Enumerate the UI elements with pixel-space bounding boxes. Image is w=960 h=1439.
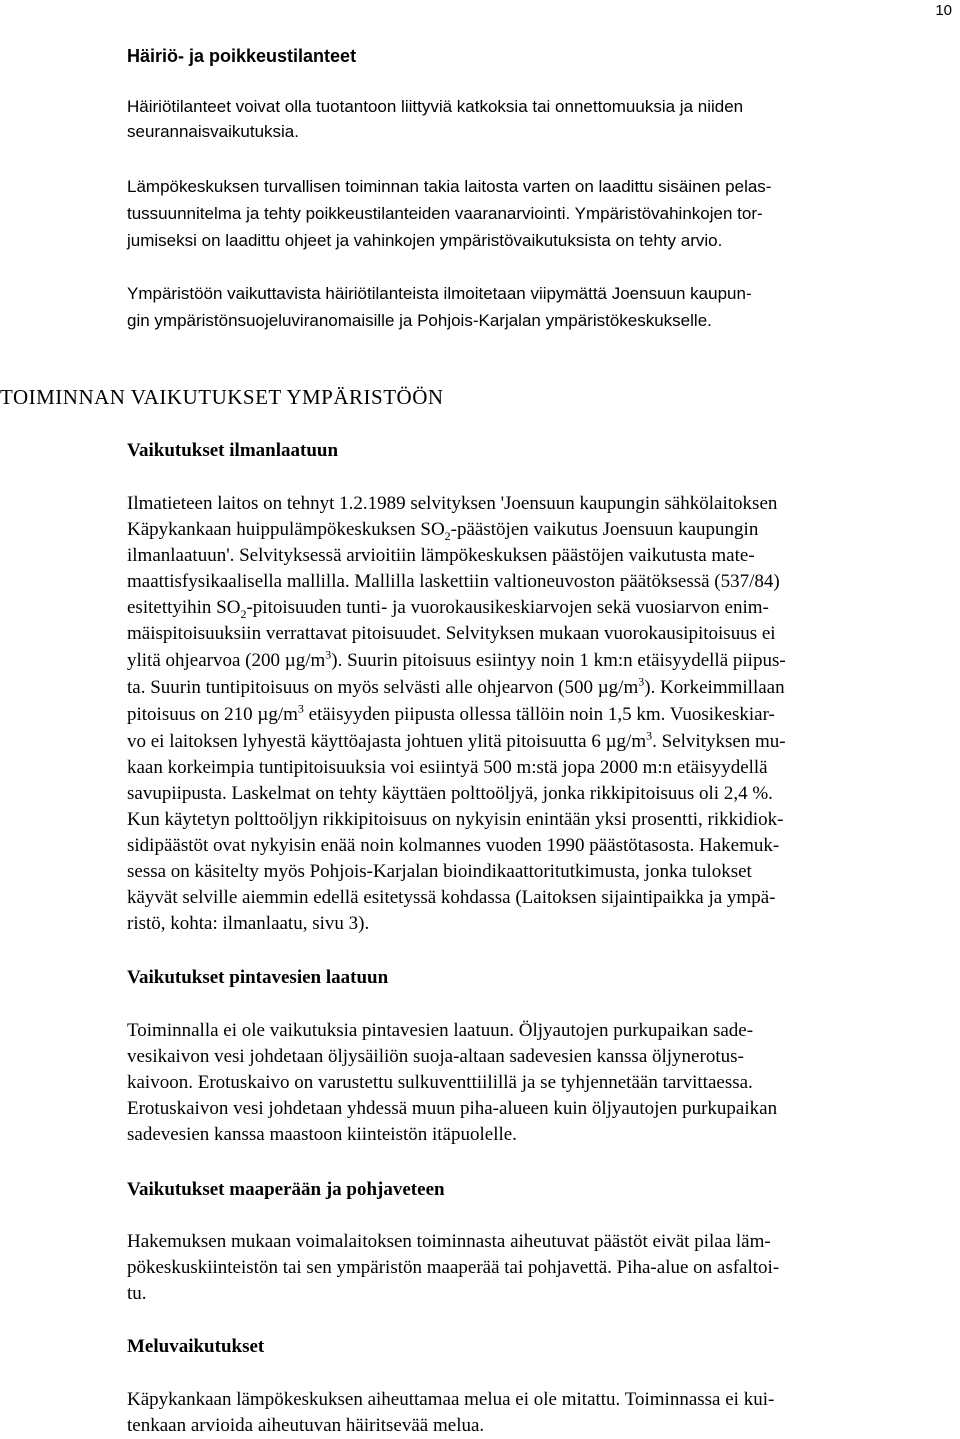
paragraph-line: ta. Suurin tuntipitoisuus on myös selvästi alle ohjearvon (500 $\mu g/m^3$). Korkeimmillaan <box>127 674 785 698</box>
paragraph-line: tenkaan arvioida aiheutuvan häiritsevää melua. <box>127 1415 485 1436</box>
paragraph-line: ylitä ohjearvoa (200 $\mu g/m^3$). Suurin pitoisuus esiintyy noin 1 km:n etäisyydellä piipus- <box>127 647 786 671</box>
paragraph-line: Ympäristöön vaikuttavista häiriötilanteista ilmoitetaan viipymättä Joensuun kaupun- <box>127 284 752 303</box>
section-heading-air: Vaikutukset ilmanlaatuun <box>127 440 339 461</box>
paragraph-line: gin ympäristönsuojeluviranomaisille ja Pohjois-Karjalan ympäristökeskukselle. <box>127 311 712 330</box>
section-heading-water: Vaikutukset pintavesien laatuun <box>127 967 389 988</box>
paragraph-line: Käpykankaan lämpökeskuksen aiheuttamaa melua ei ole mitattu. Toiminnassa ei kui- <box>127 1389 775 1410</box>
paragraph-line: tu. <box>127 1283 147 1304</box>
paragraph-line: Ilmatieteen laitos on tehnyt 1.2.1989 selvityksen 'Joensuun kaupungin sähkölaitoksen <box>127 493 778 514</box>
page-number: 10 <box>935 2 952 19</box>
paragraph-line: Käpykankaan huippulämpökeskuksen $SO_2$-päästöjen vaikutus Joensuun kaupungin <box>127 519 759 543</box>
paragraph-line: kaan korkeimpia tuntipitoisuuksia voi esiintyä 500 m:stä jopa 2000 m:n etäisyydellä <box>127 757 768 778</box>
paragraph-line: käyvät selville aiemmin edellä esitetyssä kohdassa (Laitoksen sijaintipaikka ja ympä- <box>127 887 776 908</box>
paragraph-line: Toiminnalla ei ole vaikutuksia pintavesien laatuun. Öljyautojen purkupaikan sade- <box>127 1020 754 1041</box>
section-heading-soil: Vaikutukset maaperään ja pohjaveteen <box>127 1179 445 1200</box>
paragraph-line: ristö, kohta: ilmanlaatu, sivu 3). <box>127 913 370 934</box>
paragraph-line: kaivoon. Erotuskaivo on varustettu sulkuventtiilillä ja se tyhjennetään tarvittaessa. <box>127 1072 753 1093</box>
paragraph-line: mäispitoisuuksiin verrattavat pitoisuudet. Selvityksen mukaan vuorokausipitoisuus ei <box>127 623 776 644</box>
paragraph-line: Häiriötilanteet voivat olla tuotantoon liittyviä katkoksia tai onnettomuuksia ja niiden <box>127 97 744 116</box>
paragraph-line: Kun käytetyn polttoöljyn rikkipitoisuus on nykyisin enintään yksi prosentti, rikkidiok- <box>127 809 784 830</box>
paragraph-line: Erotuskaivon vesi johdetaan yhdessä muun piha-alueen kuin öljyautojen purkupaikan <box>127 1098 778 1119</box>
paragraph-line: pökeskuskiinteistön tai sen ympäristön maaperää tai pohjavettä. Piha-alue on asfaltoi- <box>127 1257 780 1278</box>
paragraph-line: vo ei laitoksen lyhyestä käyttöajasta johtuen ylitä pitoisuutta 6 $\mu g/m^3$. Selvityksen mu- <box>127 728 786 752</box>
section-heading-noise: Meluvaikutukset <box>127 1336 265 1357</box>
paragraph-line: tussuunnitelma ja tehty poikkeustilanteiden vaaranarviointi. Ympäristövahinkojen tor- <box>127 204 763 223</box>
paragraph-line: ilmanlaatuun'. Selvityksessä arvioitiin lämpökeskuksen päästöjen vaikutusta mate- <box>127 545 755 566</box>
paragraph-line: sadevesien kanssa maastoon kiinteistön itäpuolelle. <box>127 1124 517 1145</box>
paragraph-line: Lämpökeskuksen turvallisen toiminnan takia laitosta varten on laadittu sisäinen pelas- <box>127 177 772 196</box>
paragraph-line: seurannaisvaikutuksia. <box>127 122 299 141</box>
paragraph-line: esitettyihin $SO_2$-pitoisuuden tunti- ja vuorokausikeskiarvojen sekä vuosiarvon enim- <box>127 597 769 621</box>
main-heading: TOIMINNAN VAIKUTUKSET YMPÄRISTÖÖN <box>0 385 444 409</box>
section-heading-disturbances: Häiriö- ja poikkeustilanteet <box>127 46 357 66</box>
paragraph-line: jumiseksi on laadittu ohjeet ja vahinkojen ympäristövaikutuksista on tehty arvio. <box>127 231 723 250</box>
paragraph-line: savupiipusta. Laskelmat on tehty käyttäen polttoöljyä, jonka rikkipitoisuus oli 2,4 %. <box>127 783 773 804</box>
paragraph-line: Hakemuksen mukaan voimalaitoksen toiminnasta aiheutuvat päästöt eivät pilaa läm- <box>127 1231 771 1252</box>
paragraph-line: vesikaivon vesi johdetaan öljysäiliön suoja-altaan sadevesien kanssa öljynerotus- <box>127 1046 744 1067</box>
paragraph-line: sessa on käsitelty myös Pohjois-Karjalan bioindikaattoritutkimusta, jonka tulokset <box>127 861 752 882</box>
paragraph-line: pitoisuus on 210 $\mu g/m^3$ etäisyyden piipusta ollessa tällöin noin 1,5 km. Vuosikeskiar- <box>127 701 775 725</box>
paragraph-line: sidipäästöt ovat nykyisin enää noin kolmannes vuoden 1990 päästötasosta. Hakemuk- <box>127 835 780 856</box>
paragraph-line: maattisfysikaalisella mallilla. Mallilla laskettiin valtioneuvoston päätöksessä (537/84) <box>127 571 780 592</box>
